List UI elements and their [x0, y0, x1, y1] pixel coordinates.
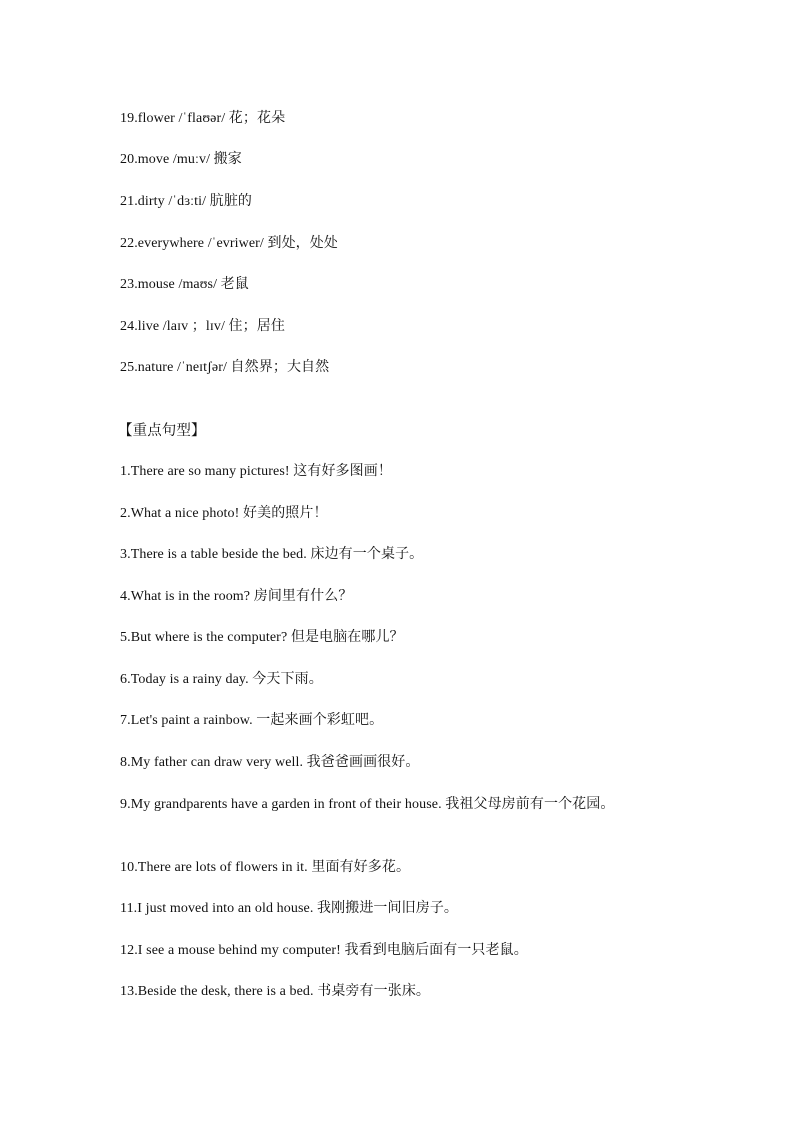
vocab-item: 25.nature /ˈneɪtʃər/ 自然界；大自然	[120, 360, 330, 375]
section-heading: 【重点句型】	[118, 423, 206, 439]
sentence-item: 10.There are lots of flowers in it. 里面有好多花。	[120, 860, 411, 875]
sentence-item: 5.But where is the computer? 但是电脑在哪儿？	[120, 630, 404, 645]
sentence-item: 4.What is in the room? 房间里有什么？	[120, 589, 353, 604]
vocab-item: 24.live /laɪv ；lɪv/ 住；居住	[120, 319, 285, 334]
vocab-item: 21.dirty /ˈdɜːti/ 肮脏的	[120, 194, 253, 209]
sentence-item: 1.There are so many pictures! 这有好多图画！	[120, 464, 392, 479]
vocab-item: 23.mouse /maʊs/ 老鼠	[120, 277, 249, 292]
sentence-item: 9.My grandparents have a garden in front of their house. 我祖父母房前有一个花园。	[120, 797, 615, 812]
sentence-item: 2.What a nice photo! 好美的照片！	[120, 506, 328, 521]
sentence-item: 7.Let's paint a rainbow. 一起来画个彩虹吧。	[120, 713, 384, 728]
sentence-item: 6.Today is a rainy day. 今天下雨。	[120, 672, 323, 687]
sentence-item: 8.My father can draw very well. 我爸爸画画很好。	[120, 755, 420, 770]
sentence-item: 13.Beside the desk, there is a bed. 书桌旁有一张床。	[120, 984, 431, 999]
sentence-item: 12.I see a mouse behind my computer! 我看到电脑后面有一只老鼠。	[120, 943, 528, 958]
vocab-item: 22.everywhere /ˈevriwer/ 到处，处处	[120, 236, 338, 251]
sentence-item: 11.I just moved into an old house. 我刚搬进一间旧房子。	[120, 901, 459, 916]
vocab-item: 19.flower /ˈflaʊər/ 花；花朵	[120, 111, 286, 126]
vocab-item: 20.move /muːv/ 搬家	[120, 152, 242, 167]
sentence-item: 3.There is a table beside the bed. 床边有一个桌子。	[120, 547, 424, 562]
